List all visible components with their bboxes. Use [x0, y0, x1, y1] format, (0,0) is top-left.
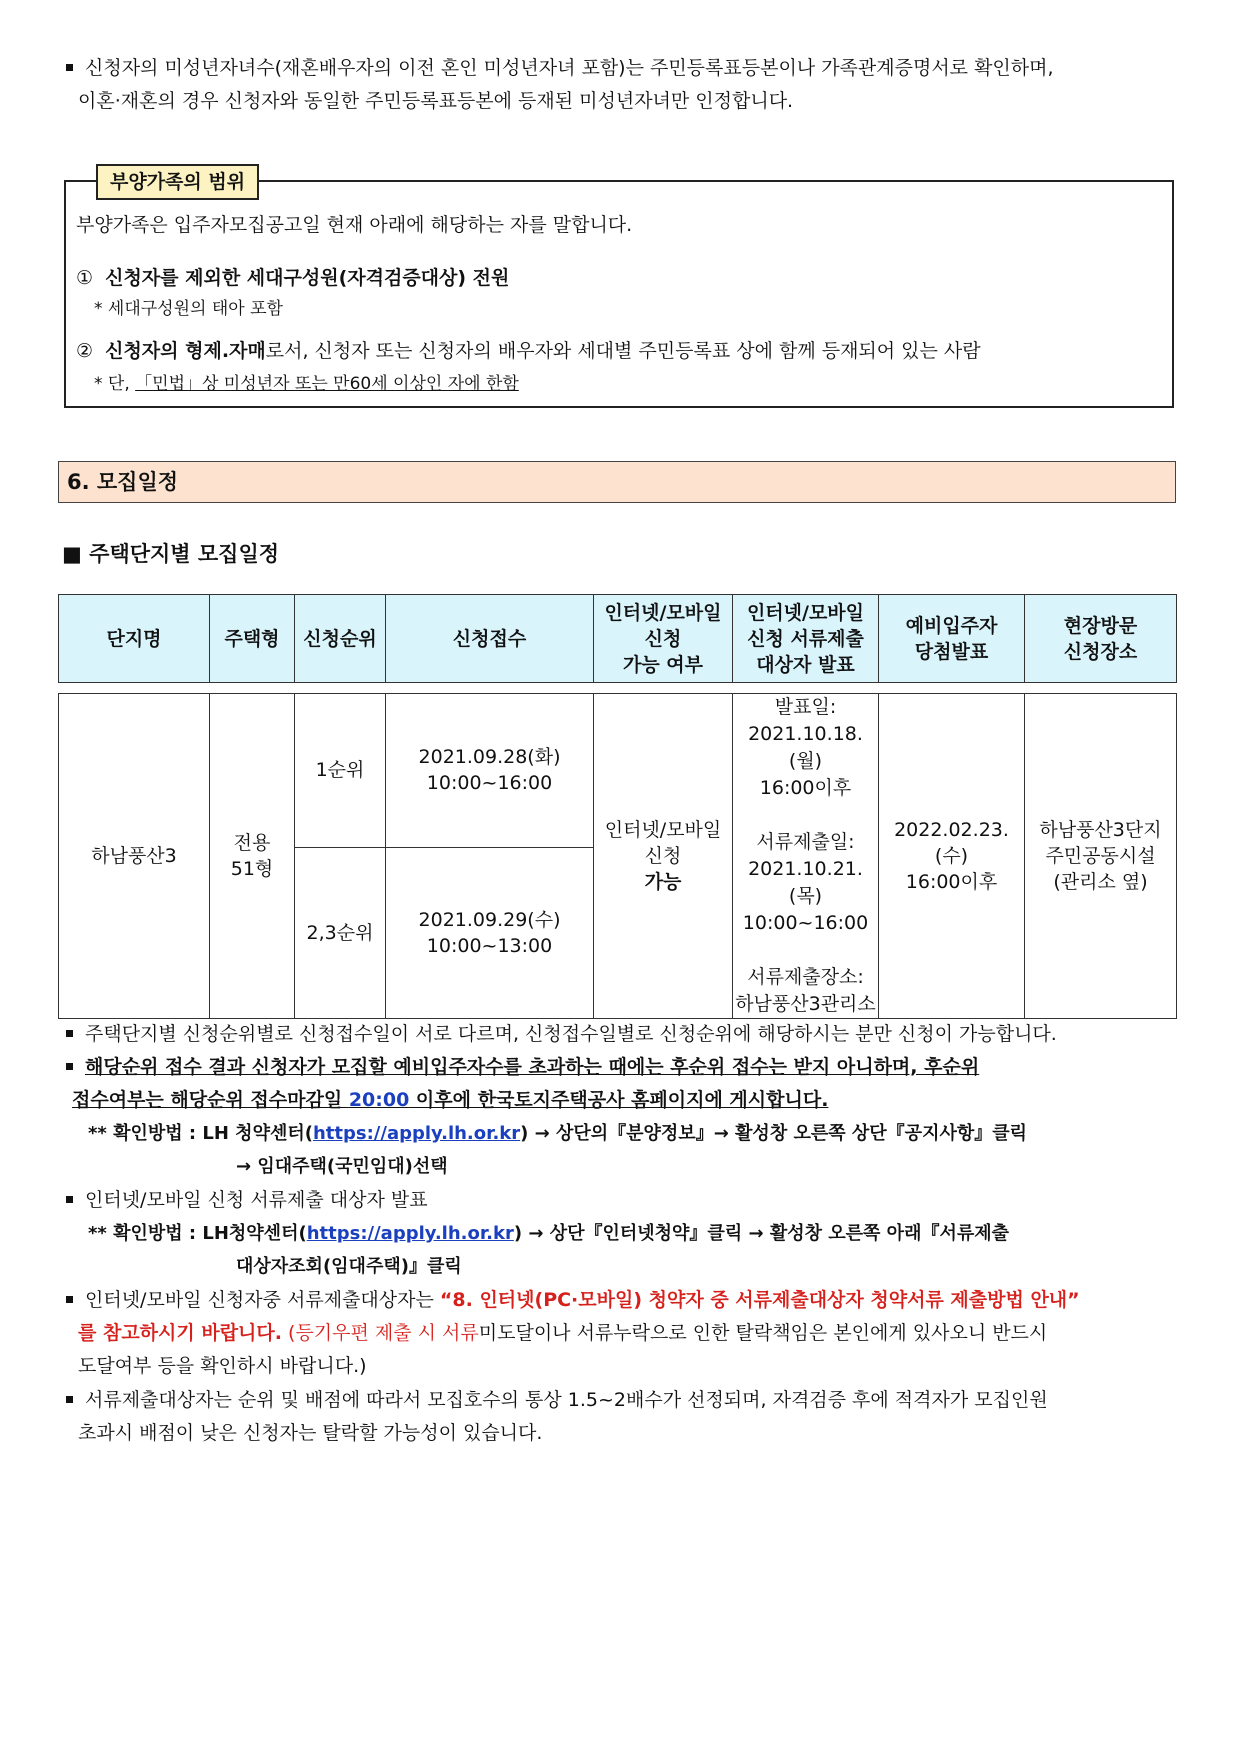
apply-link-1[interactable]: https://apply.lh.or.kr	[312, 1123, 521, 1144]
scope-item-1: ① 신청자를 제외한 세대구성원(자격검증대상) 전원	[76, 267, 510, 289]
cell-rank-2-date: 2021.09.29(수) 10:00~13:00	[386, 847, 594, 1018]
bullet-square-icon	[66, 1030, 73, 1037]
cell-place: 하남풍산3단지 주민공동시설 (관리소 옆)	[1025, 694, 1177, 1019]
scope-item-2: ② 신청자의 형제.자매로서, 신청자 또는 신청자의 배우자와 세대별 주민등록표 상에 함께 등재되어 있는 사람	[76, 340, 981, 362]
header-online: 인터넷/모바일 신청 가능 여부	[594, 595, 733, 683]
cell-waitlist: 2022.02.23.(수) 16:00이후	[879, 694, 1025, 1019]
schedule-body-table	[58, 693, 1177, 1019]
section-header: 6. 모집일정	[58, 461, 1176, 503]
scope-item-2-note: * 단, 「민법」상 미성년자 또는 만60세 이상인 자에 한함	[94, 374, 519, 394]
header-waitlist: 예비입주자 당첨발표	[879, 595, 1025, 683]
schedule-subtitle: ■ 주택단지별 모집일정	[62, 542, 280, 566]
bullet-square-icon	[66, 1196, 73, 1203]
cell-online: 인터넷/모바일 신청 가능	[594, 694, 733, 1019]
bullet-square-icon	[66, 1063, 73, 1070]
cell-rank-1-date: 2021.09.28(화) 10:00~16:00	[386, 694, 594, 848]
note-6: 인터넷/모바일 신청자중 서류제출대상자는 “8. 인터넷(PC·모바일) 청약자 중 서류제출대상자 청약서류 제출방법 안내” 를 참고하시기 바랍니다. (등기우편 제출 시 서류미도달이나 서류누락으로 인한 탈락책임은 본인에게 있사오니 반드시 도달여부 등을 확인하시 바랍니다.)	[62, 1284, 1182, 1383]
scope-item-1-note: * 세대구성원의 태아 포함	[94, 299, 283, 319]
bullet-square-icon	[66, 64, 73, 71]
scope-intro: 부양가족은 입주자모집공고일 현재 아래에 해당하는 자를 말합니다.	[76, 214, 633, 236]
note-7: 서류제출대상자는 순위 및 배점에 따라서 모집호수의 통상 1.5~2배수가 선정되며, 자격검증 후에 적격자가 모집인원 초과시 배점이 낮은 신청자는 탈락할 가능성이 있습니다.	[62, 1384, 1182, 1450]
cell-type: 전용 51형	[210, 694, 295, 1019]
header-rank: 신청순위	[295, 595, 386, 683]
note-1: 주택단지별 신청순위별로 신청접수일이 서로 다르며, 신청접수일별로 신청순위에 해당하시는 분만 신청이 가능합니다.	[62, 1018, 1182, 1051]
header-type: 주택형	[210, 595, 295, 683]
note-3: ** 확인방법 : LH 청약센터(https://apply.lh.or.kr) → 상단의『분양정보』→ 활성창 오른쪽 상단『공지사항』클릭 → 임대주택(국민임대)선택	[88, 1123, 1028, 1177]
header-announce: 인터넷/모바일 신청 서류제출 대상자 발표	[733, 595, 879, 683]
dependent-scope-title: 부양가족의 범위	[96, 164, 259, 200]
note-4: 인터넷/모바일 신청 서류제출 대상자 발표	[62, 1184, 1182, 1217]
cell-rank-1: 1순위	[295, 694, 386, 848]
cell-announce: 발표일: 2021.10.18.(월) 16:00이후 서류제출일: 2021.10.21.(목) 10:00~16:00 서류제출장소: 하남풍산3관리소	[733, 694, 879, 1019]
header-reception: 신청접수	[386, 595, 594, 683]
cell-complex: 하남풍산3	[59, 694, 210, 1019]
schedule-header-table	[58, 594, 1177, 683]
apply-link-2[interactable]: https://apply.lh.or.kr	[306, 1223, 514, 1244]
header-place: 현장방문 신청장소	[1025, 595, 1177, 683]
bullet-square-icon	[66, 1296, 73, 1303]
top-note: 신청자의 미성년자녀수(재혼배우자의 이전 혼인 미성년자녀 포함)는 주민등록표등본이나 가족관계증명서로 확인하며, 이혼·재혼의 경우 신청자와 동일한 주민등록표등본에 등재된 미성년자녀만 인정합니다.	[62, 52, 1182, 118]
note-5: ** 확인방법 : LH청약센터(https://apply.lh.or.kr) → 상단『인터넷청약』클릭 → 활성창 오른쪽 아래『서류제출 대상자조회(임대주택)』클릭	[88, 1223, 1010, 1277]
cell-rank-2: 2,3순위	[295, 847, 386, 1018]
header-complex: 단지명	[59, 595, 210, 683]
note-2: 해당순위 접수 결과 신청자가 모집할 예비입주자수를 초과하는 때에는 후순위 접수는 받지 아니하며, 후순위 접수여부는 해당순위 접수마감일 20:00 이후에 한국토지주택공사 홈페이지에 게시합니다.	[62, 1051, 1182, 1117]
bullet-square-icon	[66, 1396, 73, 1403]
